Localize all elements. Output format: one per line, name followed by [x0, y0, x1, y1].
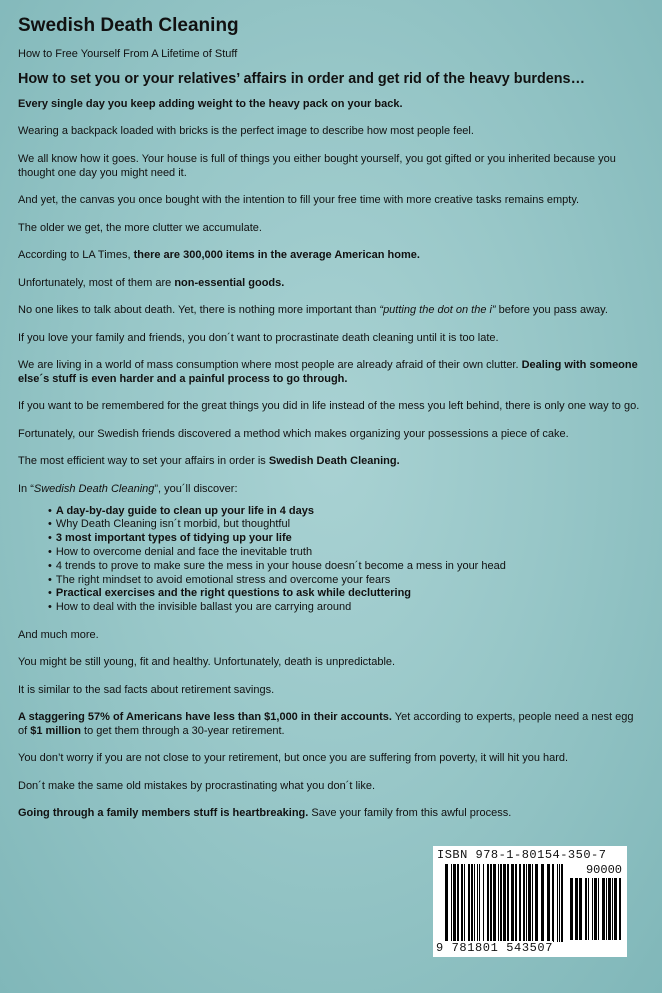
paragraph: It is similar to the sad facts about retirement savings.: [18, 683, 275, 696]
paragraph: The most efficient way to set your affairs in order is Swedish Death Cleaning.: [18, 455, 400, 468]
list-item: • The right mindset to avoid emotional stress and overcome your fears: [48, 574, 644, 588]
paragraph: Don´t make the same old mistakes by procrastinating what you don´t like.: [18, 779, 376, 792]
list-item: • How to overcome denial and face the inevitable truth: [48, 546, 644, 560]
discover-list: [18, 497, 644, 615]
paragraph: Unfortunately, most of them are non-essential goods.: [18, 276, 285, 289]
paragraph: And much more.: [18, 628, 99, 641]
paragraph: We all know how it goes. Your house is full of things you either bought yourself, you got gifted or you inherited because you thought one day you might need it.: [18, 152, 616, 179]
list-item: • Practical exercises and the right questions to ask while decluttering: [48, 587, 644, 601]
list-item: • A day-by-day guide to clean up your life in 4 days: [48, 505, 644, 519]
book-title: Swedish Death Cleaning: [18, 15, 239, 36]
price-code: 90000: [585, 863, 622, 877]
paragraph: Every single day you keep adding weight to the heavy pack on your back.: [18, 98, 403, 110]
paragraph: The older we get, the more clutter we accumulate.: [18, 221, 262, 234]
paragraph: Fortunately, our Swedish friends discovered a method which makes organizing your possessions a piece of cake.: [18, 427, 569, 440]
paragraph: Going through a family members stuff is heartbreaking. Save your family from this awful process.: [18, 807, 512, 820]
list-item: • Why Death Cleaning isn´t morbid, but thoughtful: [48, 518, 644, 532]
paragraph: You don’t worry if you are not close to your retirement, but once you are suffering from poverty, it will hit you hard.: [18, 752, 569, 765]
headline: How to set you or your relatives’ affairs in order and get rid of the heavy burdens…: [18, 71, 585, 87]
isbn-barcode: [433, 846, 627, 957]
back-cover-text: [18, 14, 644, 835]
book-subtitle: How to Free Yourself From A Lifetime of Stuff: [18, 48, 238, 60]
paragraph: You might be still young, fit and healthy. Unfortunately, death is unpredictable.: [18, 656, 396, 669]
paragraph: We are living in a world of mass consumption where most people are already afraid of their own clutter. Dealing with someone else´s stuff is even harder and a painful process to go through.: [18, 359, 638, 385]
addon-barcode-bars: [570, 878, 622, 940]
paragraph: A staggering 57% of Americans have less than $1,000 in their accounts. Yet according to experts, people need a nest egg of $1 million to get them through a 30-year retirement.: [18, 711, 634, 737]
paragraph: Wearing a backpack loaded with bricks is the perfect image to describe how most people feel.: [18, 125, 474, 138]
barcode-bars: [445, 864, 563, 942]
paragraph: According to LA Times, there are 300,000 items in the average American home.: [18, 249, 420, 262]
list-item: • 3 most important types of tidying up your life: [48, 532, 644, 546]
paragraph: If you want to be remembered for the great things you did in life instead of the mess you left behind, there is only one way to go.: [18, 400, 640, 413]
list-item: • How to deal with the invisible ballast you are carrying around: [48, 601, 644, 615]
paragraph: No one likes to talk about death. Yet, there is nothing more important than “putting the dot on the i” before you pass away.: [18, 304, 608, 317]
paragraph: If you love your family and friends, you don´t want to procrastinate death cleaning until it is too late.: [18, 331, 499, 344]
paragraph: In “Swedish Death Cleaning”, you´ll discover:: [18, 482, 238, 495]
paragraph: And yet, the canvas you once bought with the intention to fill your free time with more creative tasks remains empty.: [18, 194, 580, 207]
isbn-label: ISBN 978-1-80154-350-7: [437, 848, 607, 862]
list-item: • 4 trends to prove to make sure the mess in your house doesn´t become a mess in your head: [48, 560, 644, 574]
barcode-number: 9 781801 543507: [436, 941, 554, 955]
